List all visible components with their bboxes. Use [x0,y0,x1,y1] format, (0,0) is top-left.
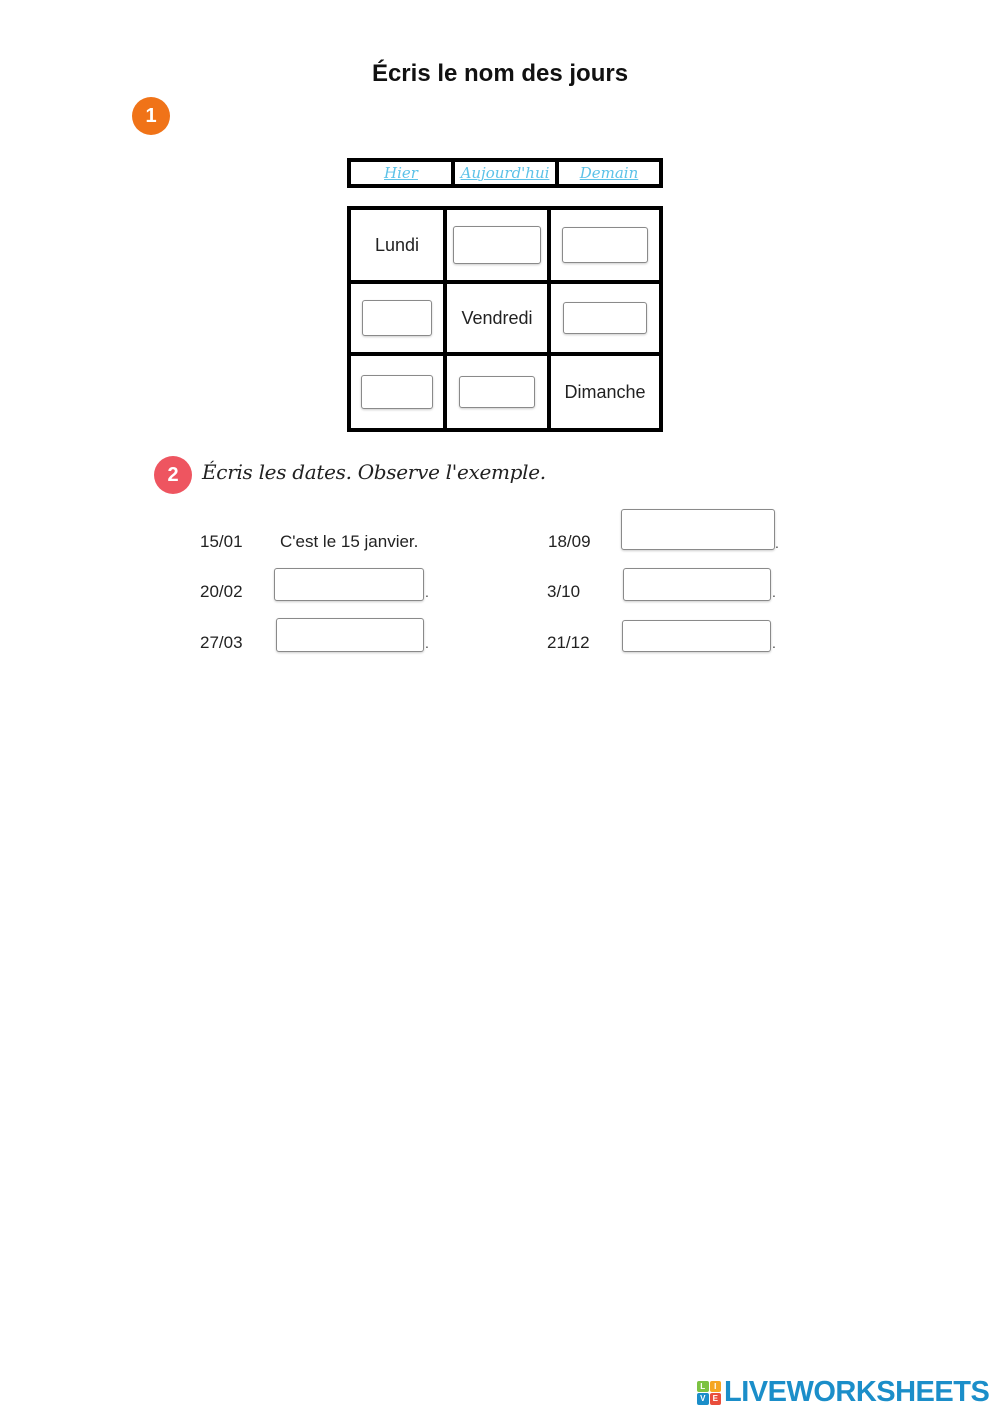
day-header-table [347,158,663,188]
answer-input-r3-c2[interactable] [459,376,535,408]
cell-r3-c1 [351,356,447,428]
cell-r2-c1 [351,284,447,356]
answer-input-r2-c1[interactable] [362,300,432,336]
days-grid [347,206,663,432]
exercise-1-badge: 1 [132,97,170,135]
brand-name: LIVEWORKSHEETS [724,1376,990,1408]
period-left-3: . [425,635,429,651]
date-answer-right-2[interactable] [623,568,771,601]
date-label-left-2: 20/02 [200,582,243,601]
header-hier: Hier [351,162,455,184]
date-answer-left-2[interactable] [274,568,424,601]
period-right-3: . [772,635,776,651]
liveworksheets-logo-icon: L I V E [697,1381,721,1405]
date-label-left-1: 15/01 [200,532,243,551]
period-left-2: . [425,584,429,600]
date-answer-left-3[interactable] [276,618,424,652]
cell-r1-c3 [551,210,659,284]
cell-r3-c2 [447,356,551,428]
date-label-right-3: 21/12 [547,633,590,652]
cell-r2-c2: Vendredi [447,284,551,356]
answer-input-r2-c3[interactable] [563,302,647,334]
cell-r2-c3 [551,284,659,356]
header-aujourdhui: Aujourd'hui [455,162,559,184]
date-label-left-3: 27/03 [200,633,243,652]
cell-r1-c1: Lundi [351,210,447,284]
cell-r1-c2 [447,210,551,284]
exercise-2-badge: 2 [154,456,192,494]
date-answer-right-1[interactable] [621,509,775,550]
date-answer-right-3[interactable] [622,620,771,652]
period-right-2: . [772,584,776,600]
date-label-right-2: 3/10 [547,582,581,601]
page-title: Écris le nom des jours [371,60,629,87]
header-demain: Demain [579,164,639,182]
answer-input-r1-c3[interactable] [562,227,648,263]
liveworksheets-brand [697,1376,989,1409]
answer-input-r1-c2[interactable] [453,226,541,264]
period-right-1: . [775,535,779,551]
example-answer: C'est le 15 janvier. [280,532,419,551]
answer-input-r3-c1[interactable] [361,375,433,409]
exercise-2-instruction: Écris les dates. Observe l'exemple. [202,460,546,484]
date-label-right-1: 18/09 [548,532,591,551]
cell-r3-c3: Dimanche [564,381,646,402]
